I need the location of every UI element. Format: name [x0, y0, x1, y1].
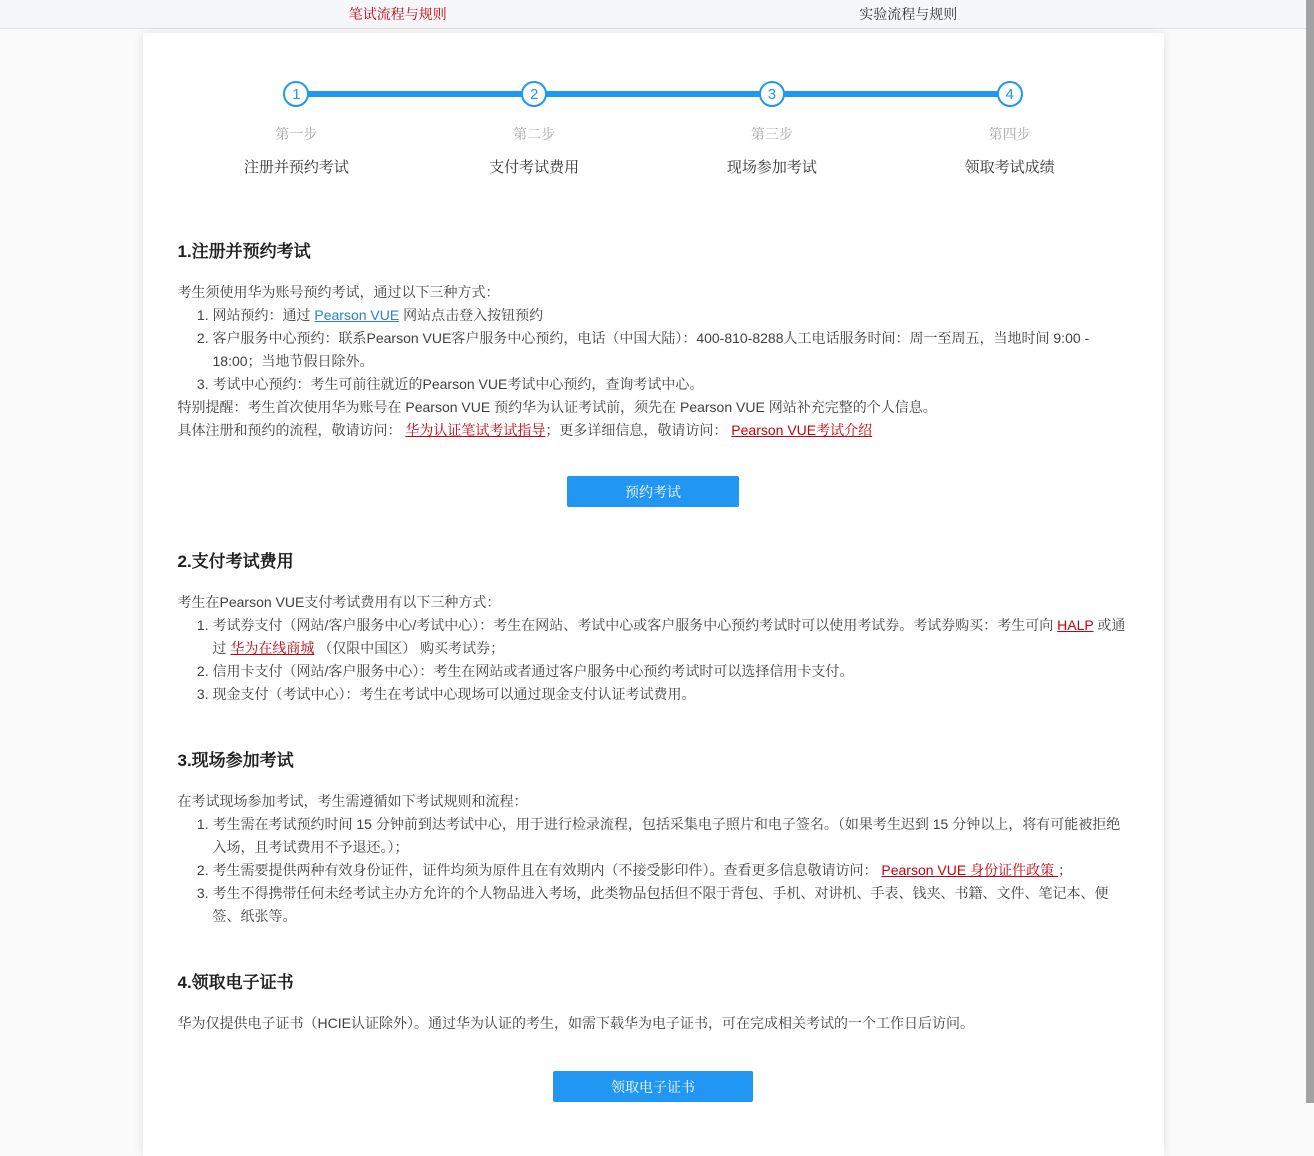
tab-lab-exam-rules[interactable]: 实验流程与规则	[859, 6, 958, 22]
stepper-step-4	[891, 81, 1129, 177]
step-4-name: 第四步	[988, 126, 1031, 142]
text-run: 考生不得携带任何未经考试主办方允许的个人物品进入考场，此类物品包括但不限于背包、手机、对讲机、手表、钱夹、书籍、文件、笔记本、便签、纸张等。	[212, 885, 1109, 924]
halp-link[interactable]: HALP	[1057, 617, 1094, 633]
step-1-label: 注册并预约考试	[243, 159, 349, 176]
section-payment-intro: 考生在Pearson VUE支付考试费用有以下三种方式：	[177, 594, 501, 610]
pearson-exam-intro-link[interactable]: Pearson VUE考试介绍	[731, 422, 873, 438]
text-run: 网站点击登入按钮预约	[399, 307, 544, 323]
section-certificate	[178, 968, 1129, 1102]
list-item	[213, 683, 1129, 706]
section-register-intro: 考生须使用华为账号预约考试，通过以下三种方式：	[177, 284, 500, 300]
text-run: ；更多详细信息，敬请访问：	[545, 422, 732, 438]
content-card	[143, 33, 1164, 1156]
text-run: 信用卡支付（网站/客户服务中心）：考生在网站或者通过客户服务中心预约考试时可以选择信用卡支付。	[212, 663, 854, 679]
pearson-vue-link[interactable]: Pearson VUE	[314, 307, 400, 323]
step-4-circle	[997, 81, 1023, 107]
text-run: 具体注册和预约的流程，敬请访问：	[177, 422, 406, 438]
list-item	[213, 304, 1129, 327]
section-register-title: 1.注册并预约考试	[177, 242, 311, 261]
stepper-step-2	[415, 81, 653, 177]
list-item	[213, 813, 1129, 859]
section-onsite-title: 3.现场参加考试	[177, 751, 294, 770]
section-payment	[178, 547, 1129, 706]
list-item	[213, 859, 1129, 882]
register-guide-line	[178, 419, 1129, 442]
list-item	[213, 882, 1129, 928]
text-run: 客户服务中心预约：联系Pearson VUE客户服务中心预约，电话（中国大陆）：400-810-8288人工电话服务时间：周一至周五，当地时间 9:00 - 18:00；当地节假日除外。	[212, 330, 1090, 369]
huawei-online-store-link[interactable]: 华为在线商城	[230, 640, 315, 656]
book-exam-button[interactable]: 预约考试	[567, 476, 739, 507]
text-run: （仅限中国区） 购买考试券；	[314, 640, 505, 656]
stepper-step-3	[653, 81, 891, 177]
stepper-step-1	[178, 81, 416, 177]
step-2-label: 支付考试费用	[489, 159, 580, 176]
step-4-label: 领取考试成绩	[964, 159, 1055, 176]
text-run: 现金支付（考试中心）：考生在考试中心现场可以通过现金支付认证考试费用。	[212, 686, 696, 702]
top-tab-bar	[0, 0, 1306, 29]
step-2-number: 2	[529, 85, 539, 103]
step-3-label: 现场参加考试	[726, 159, 817, 176]
vertical-scrollbar[interactable]	[1306, 0, 1314, 1103]
section-certificate-intro: 华为仅提供电子证书（HCIE认证除外）。通过华为认证的考生，如需下载华为电子证书，可在完成相关考试的一个工作日后访问。	[177, 1015, 974, 1031]
step-1-name: 第一步	[275, 126, 318, 142]
step-2-name: 第二步	[513, 126, 556, 142]
list-item	[213, 373, 1129, 396]
list-item	[213, 614, 1129, 660]
text-run: 考试券支付（网站/客户服务中心/考试中心）：考生在网站、考试中心或客户服务中心预约考试时可以使用考试券。考试券购买：考生可向	[212, 617, 1058, 633]
section-payment-list	[178, 614, 1129, 706]
section-onsite-intro: 在考试现场参加考试，考生需遵循如下考试规则和流程：	[177, 793, 528, 809]
exam-process-stepper	[178, 81, 1129, 177]
step-3-number: 3	[767, 85, 777, 103]
step-4-number: 4	[1005, 85, 1014, 103]
special-reminder-text: 特别提醒：考生首次使用华为账号在 Pearson VUE 预约华为认证考试前，须先在 Pearson VUE 网站补充完整的个人信息。	[177, 399, 937, 415]
tab-written-exam-rules[interactable]: 笔试流程与规则	[348, 6, 447, 22]
get-certificate-button[interactable]: 领取电子证书	[553, 1071, 753, 1102]
step-1-number: 1	[292, 85, 301, 103]
text-run: 网站预约：通过	[212, 307, 315, 323]
text-run: 或通过	[212, 617, 1126, 656]
section-register-list	[178, 304, 1129, 396]
text-run: 考生需要提供两种有效身份证件，证件均须为原件且在有效期内（不接受影印件）。查看更多信息敬请访问：	[212, 862, 882, 878]
section-onsite-list	[178, 813, 1129, 928]
text-run: ；	[1058, 862, 1072, 878]
section-certificate-title: 4.领取电子证书	[177, 973, 294, 992]
step-3-circle	[759, 81, 785, 107]
section-payment-title: 2.支付考试费用	[177, 552, 294, 571]
list-item	[213, 660, 1129, 683]
list-item	[213, 327, 1129, 373]
step-3-name: 第三步	[750, 126, 793, 142]
written-exam-guide-link[interactable]: 华为认证笔试考试指导	[405, 422, 546, 438]
step-1-circle	[283, 81, 309, 107]
step-2-circle	[521, 81, 547, 107]
section-register	[178, 237, 1129, 507]
text-run: 考试中心预约：考生可前往就近的Pearson VUE考试中心预约，查询考试中心。	[212, 376, 704, 392]
section-onsite	[178, 746, 1129, 928]
text-run: 考生需在考试预约时间 15 分钟前到达考试中心，用于进行检录流程，包括采集电子照片和电子签名。（如果考生迟到 15 分钟以上，将有可能被拒绝入场，且考试费用不予退还。）；	[212, 816, 1121, 855]
id-policy-link[interactable]: Pearson VUE 身份证件政策	[881, 862, 1058, 878]
